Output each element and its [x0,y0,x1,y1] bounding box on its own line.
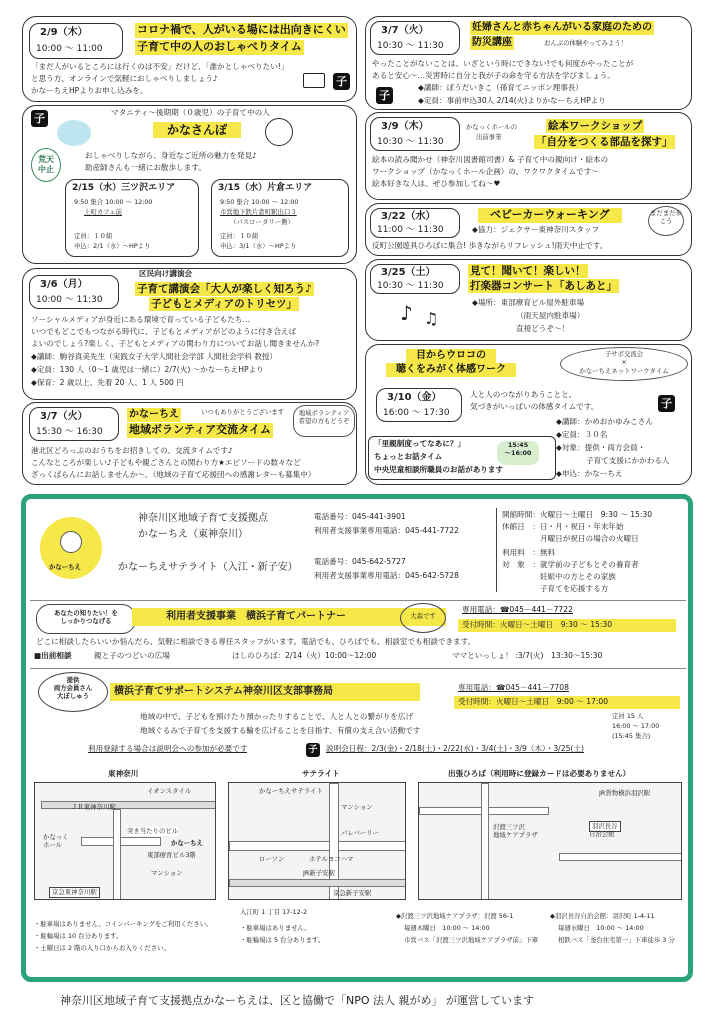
event-childcare: ◆保育：2 歳以上、先着 20 人、1 人 500 円 [31,378,184,387]
map-title: 東神奈川 [108,769,139,778]
event-body: こんなところが楽しい♪子どもや親ごさんとの関わり方★エピソードの数々など [31,458,301,467]
event-tag: 区民向け講演会 [139,269,193,278]
rain-cancel-stamp [31,148,61,182]
event-date: 3/6（月） [40,279,88,290]
divider [30,668,686,669]
divider [496,508,497,592]
foster-line: 中央児童相談所職員のお話があります [374,465,504,474]
collab-label: × [621,358,627,367]
event-title: 目からウロコの [406,349,496,363]
area-apply: 申込：3/1（水）～HPより [220,242,297,250]
place-label: ホテルヨコハマ [309,855,354,863]
event-capacity: ◆定員：130 人（0～1 歳児は一緒に）2/7(火) ～かなーちえHPより [31,365,264,374]
midwife-face-icon [265,118,293,146]
support-dates: 説明会日程：2/3(金)・2/18(土)・2/22(水)・3/4(土)・3/9（木）・3/25(土) [326,744,584,753]
event-title: 聴くをみがく体感ワーク [386,363,516,377]
event-lecturer: ◆講師：ぼうだいきこ（孫育てニッポン理事長） [418,83,584,92]
station-label: JR新子安駅 [303,869,335,877]
event-date: 3/22（水） [381,211,436,222]
dema-label: ■出前相談 [34,651,72,660]
map-note: ・駐輪場は 5 台分あります。 [240,936,325,944]
event-title: 子育て講演会「大人が楽しく知ろう♪ [137,283,312,295]
partner-title: 利用者支援事業 横浜子育てパートナー [166,611,346,622]
event-title: コロナ禍で、人がいる場には出向きにくい [137,23,346,36]
event-lead: マタニティ～後期期（０歳児）の子育て中の人 [111,108,270,117]
map-schedule: 毎週木曜日 10:00 ～ 14:00 [404,924,490,932]
partner-face: 大森です [400,603,446,633]
area-place: 上町カフェ前 [84,208,123,216]
area-heading: 3/15（水）片倉エリア [218,183,313,193]
event-title: 子どもとメディアのトリセツ」 [151,298,298,310]
kanachie-logo [40,517,102,579]
place-label: ローソン [259,855,285,863]
map-address: ◆沢渡三ツ沢地域ケアプラザ：沢渡 56-1 [396,912,514,920]
event-body: かなーちえHPよりお申し込みを。 [31,86,148,95]
area-capacity: 定員：１０組 [220,232,259,240]
rain-label: 中止 [38,164,54,174]
event-date: 3/7（火） [381,25,429,36]
map-note: ・駐輪場は 10 台分あります。 [34,932,123,940]
place-label: 沢渡三ツ沢 [493,823,525,831]
event-date: 3/9（木） [381,121,429,132]
event-title: 子育て中の人のおしゃべりタイム [137,40,302,53]
collab-label: かなーちえネットワークタイム [579,366,669,375]
place-label: マンション [151,869,183,877]
closed-days: 休館日 ：日・月・祝日・年末年始 [502,522,624,531]
map-satellite[interactable] [228,782,406,900]
place-label: パレバーリー [341,829,379,837]
center-name: かなーちえ（東神奈川） [138,529,248,540]
place-label: かなーちえ [171,839,203,847]
event-title: 見て！聞いて！楽しい！ [470,265,586,277]
satellite-name: かなーちえサテライト（入江・新子安） [118,562,298,573]
event-body: あると安心～…災害時に自分と我が子の命を守る方法を学びましょう。 [372,71,615,80]
area-card-katakura [211,179,349,257]
support-phone: 専用電話：☎045－441－7708 [458,683,569,692]
partner-hours: 受付時間：火曜日～土曜日 9:30 ～ 15:30 [462,620,613,629]
partner-phone: 専用電話：☎045－441－7722 [462,605,573,614]
event-apply: ◆申込：かなーちえ [556,469,623,478]
event-place: （雨天屋内駐車場） [516,311,585,320]
event-title: かなさんぽ [153,122,241,138]
event-title: 防災講座 [472,37,512,48]
walk-bubble: まだまだ歩こう [648,206,684,236]
event-body: 絵本好きな人は、ぜひ参加してね～♥ [372,179,501,188]
foster-time [497,441,539,465]
event-body: やったことがないことは、いざという時にできない!でも何度かやったことが [372,59,634,68]
event-title: 「自分をつくる部品を探す」 [536,136,673,148]
railway [41,801,216,809]
laptop-icon [303,73,325,88]
map-bus: 市営バス「沢渡三ツ沢地域ケアプラザ前」下車 [404,936,539,944]
support-bubble-text: 両方会員さん [53,684,93,692]
event-title: 地域ボランティア交流タイム [129,423,271,436]
event-title: ベビーカーウォーキング [478,208,622,223]
event-place: ◆場所：東部療育ビル屋外駐車場 [472,298,585,307]
area-place: （パスロータリー側） [230,218,294,226]
place-label: 地域ケアプラザ [493,831,538,839]
station-label: 京急東神奈川駅 [49,887,100,898]
child-mark-icon: 子 [306,743,320,757]
support-body: 地域の中で、子どもを預けたり預かったりすることで、人と人との繋がりを広げ [140,712,414,721]
area-apply: 申込：2/1（水）～HPより [74,242,151,250]
map-note: ・駐車場はありません。 [240,924,311,932]
dema-item: 親と子のつどいの広場 [94,651,170,660]
baby-icon [57,120,91,146]
place-label: ホール [43,841,63,849]
center-phone: 利用者支援事業専用電話：045-441-7722 [314,526,459,535]
collab-label: 子サポ交流会 [604,350,644,358]
event-target: ◆対象：提供・両方会員・ [556,443,646,452]
area-time: 9:50 集合 10:00 ～ 12:00 [74,198,153,206]
support-body: 地域ぐるみで子育てを支援する輪を広げることを目指す、有償の支え合い活動です [140,726,421,735]
map-higashikanagawa[interactable] [34,782,216,900]
event-title: 妊婦さんと赤ちゃんがいる家庭のための [472,22,652,33]
event-intro: 気づきがいっぱいの体感タイムです。 [470,402,599,411]
volunteer-bubble: 地域ボランティア希望の方もどうぞ [293,405,355,437]
support-registration: 利用登録する場合は説明会への参加が必要です [88,744,248,753]
road [481,783,489,900]
event-target: 子育て支援にかかわる人 [586,456,670,465]
event-volunteer-time [22,402,357,485]
event-title: かなーちえ [129,409,179,420]
event-date: 3/7（火） [40,411,88,422]
event-body: よいのでしょう?楽しく、子どもとメディアの関わり方についてお話し聞きませんか? [31,339,320,348]
road [113,809,121,900]
event-body: いつでもどこでもつながる時代に、子どもとメディアがどのように付き合えば [31,327,297,336]
logo-text: かなーちえ [49,563,81,571]
railway [229,879,406,887]
station-label: 京急新子安駅 [333,889,372,897]
support-bubble-text: 大ぼしゅう [57,692,89,700]
event-date: 2/9（木） [40,27,88,38]
support-capacity: 16:00 ～ 17:00 [612,722,660,730]
center-name: 神奈川区地域子育て支援拠点 [138,513,268,524]
event-percussion-concert [365,259,692,341]
event-body: と思う方、オンラインで気軽におしゃべりしましょう♪ [31,74,218,83]
event-time: 10:00 ～ 11:30 [36,295,103,305]
place-label: マンション [341,803,373,811]
event-date-badge [29,23,123,59]
music-note-icon: ♫ [424,309,439,328]
event-time: 10:30 ～ 11:30 [377,281,444,291]
event-lecturer: ◆講師：かめおかゆみこさん [556,417,653,426]
place-label: 羽沢長谷 [589,821,621,832]
event-cooperation: ◆協力：ジェクサー東神奈川スタッフ [472,225,600,234]
area-capacity: 定員：１０組 [74,232,113,240]
area-time: 9:50 集合 10:00 ～ 12:00 [220,198,299,206]
event-date: 3/10（金） [387,392,442,403]
music-note-icon: ♪ [400,301,413,325]
station-label: ＪＲ東神奈川駅 [71,803,116,811]
support-hours: 受付時間：火曜日～土曜日 9:00 ～ 17:00 [458,697,609,706]
map-title: 出張ひろば（利用時に登録カードは必要ありません） [448,769,631,778]
event-subtitle: おんぶの体験やってみよう！ [544,39,628,47]
event-date-badge [370,264,460,294]
foster-time-end: ～16:00 [504,448,532,457]
place-label: イオンスタイル [147,787,192,795]
event-picture-book [365,112,692,200]
place-label: 自治会館 [589,830,615,838]
map-address: 入江町 1 丁目 17-12-2 [240,908,308,916]
foster-time-start: 15:45 [507,441,529,449]
road [229,841,406,851]
foster-line: 「里親制度ってなあに？」 [374,439,466,448]
place-label: 突き当たりのビル [127,827,179,835]
event-time: 10:30 ～ 11:30 [377,137,444,147]
center-phone: 電話番号：045-441-3901 [314,512,406,521]
map-outreach[interactable] [418,782,682,900]
support-capacity: 定員 15 人 [612,712,644,720]
target: 子育てを応援する方 [502,584,609,593]
road [559,853,682,861]
divider [30,600,686,601]
child-mark-icon: 子 [333,73,350,90]
support-bubble [38,672,108,712]
partner-bubble-text: しっかりつなげる [60,617,112,626]
event-disaster-prep [365,16,692,110]
footer-text: 神奈川区地域子育て支援拠点かなーちえは、区と協働で「NPO 法人 親がめ」 が運営しています [60,994,535,1007]
event-capacity: ◆定員：３０名 [556,430,608,439]
event-tag: かなっくホールの [466,123,517,131]
event-title: 打楽器コンサート「あしあと」 [470,280,617,292]
event-body: ざっくばらんにお話しませんか～。（地域の子育て応援団への感謝レターも募集中） [31,470,316,479]
event-media-lecture [22,268,357,400]
event-lecturer: ◆講師：駒谷真美先生（実践女子大学人間社会学部 人間社会学科 教授） [31,352,278,361]
rain-label: 荒天 [38,155,54,164]
target: 対 象 ：就学前の子どもとその養育者 [502,560,639,569]
event-body: ワークショップ（かなっくホール企画）の、ワクワクタイムです～ [372,167,599,176]
event-date-badge [370,21,460,55]
place-label: 東部療育ビル3階 [147,851,196,859]
foster-line: ちょっとお話タイム [374,452,443,461]
event-kanasanpo [22,105,357,264]
station-label: JR貨物横浜羽沢駅 [599,789,651,797]
map-note: ・駐車場はありません。コインパーキングをご利用ください。 [34,920,213,928]
place-label: かなっく [43,833,69,841]
event-date: 3/25（土） [381,267,436,278]
event-body: 港北区どろっぷのおうちをお招きしての、交流タイムです♪ [31,446,233,455]
logo-face-icon [60,531,82,553]
event-body: 絵本の読み聞かせ（神奈川図書館司書）& 子育て中の親向け・絵本の [372,155,609,164]
area-card-mitsuzawa [65,179,199,257]
dema-item: ほしのひろば：2/14（火）10:00～12:00 [232,651,377,660]
collab-bubble [560,347,688,381]
event-time: 10:30 ～ 11:30 [377,41,444,51]
event-place: 直接どうぞ～！ [516,324,570,333]
partner-body: どこに相談したらいいか悩んだら、気軽に相談できる専任スタッフがいます。電話でも、ひろばでも、相談室でも相談できます。 [36,637,476,646]
event-time: 15:30 ～ 16:30 [36,427,103,437]
support-title: 横浜子育てサポートシステム神奈川区支部事務局 [114,686,333,697]
map-address: ◆羽沢長谷自治会館：羽沢町 1-4-11 [550,912,655,920]
event-date-badge [370,117,460,151]
event-time: 11:00 ～ 11:30 [377,225,444,235]
event-tag: 出前事業 [476,133,502,141]
area-heading: 2/15（水）三ツ沢エリア [72,183,176,193]
child-mark-icon: 子 [376,87,393,104]
event-online-chat [22,16,357,102]
partner-bubble [36,604,136,634]
event-foster-care [368,436,556,480]
event-stroller-walk [365,203,692,256]
map-title: サテライト [302,769,340,778]
support-capacity: (15:45 集合) [612,732,651,740]
map-bus: 相鉄バス「釜台住宅第一」下車徒歩 3 分 [558,936,675,944]
map-schedule: 毎週水曜日 10:00 ～ 14:00 [558,924,644,932]
event-time: 16:00 ～ 17:30 [383,408,450,418]
event-body: ソーシャルメディアが身近にある環境で育っている子どもたち… [31,315,251,324]
road [81,837,161,846]
event-apply: ◆定員：事前申込30人 2/14(火)よりかなーちえHPより [418,96,606,105]
event-body: 反町公園遊具ひろばに集合! 歩きながらリフレッシュ!雨天中止です。 [372,241,608,250]
target: 妊娠中の方とその家族 [502,572,616,581]
place-label: かなーちえサテライト [259,787,323,795]
opening-hours: 開館時間：火曜日～土曜日 9:30 ～ 15:30 [502,510,653,519]
map-note: ・土曜日は 2 階の入り口からお入りください。 [34,944,170,952]
event-time: 10:00 ～ 11:00 [36,44,103,54]
event-date-badge [376,388,462,422]
satellite-phone: 利用者支援事業専用電話：045-642-5728 [314,571,459,580]
closed-days: 月曜日が祝日の場合の火曜日 [502,534,639,543]
area-place: 市営地下鉄片倉町駅出口３ [220,208,297,216]
event-date-badge [370,208,460,238]
event-body: 助産師さんも一緒にお散歩します。 [85,163,206,172]
child-mark-icon: 子 [31,110,48,127]
satellite-phone: 電話番号：045-642-5727 [314,557,406,566]
event-title: 絵本ワークショップ [548,120,643,132]
event-body: おしゃべりしながら、身近なご近所の魅力を発見♪ [85,151,257,160]
event-date-badge [29,407,119,441]
support-bubble-text: 提供 [66,676,80,684]
partner-bubble-text: あなたの知りたい！を [54,609,118,617]
dema-item: ママといっしょ！ :3/7(火) 13:30～15:30 [452,651,603,660]
event-intro: 人と人のつながりあうことと、 [470,390,577,399]
fee: 利用料 ：無料 [502,548,556,557]
event-note: いつもありがとうございます [201,408,285,416]
event-body: 「まだ人がいるところには行くのは不安」だけど、「誰かとしゃべりたい!」 [31,62,289,71]
event-date-badge [29,275,119,309]
child-mark-icon: 子 [658,395,675,412]
